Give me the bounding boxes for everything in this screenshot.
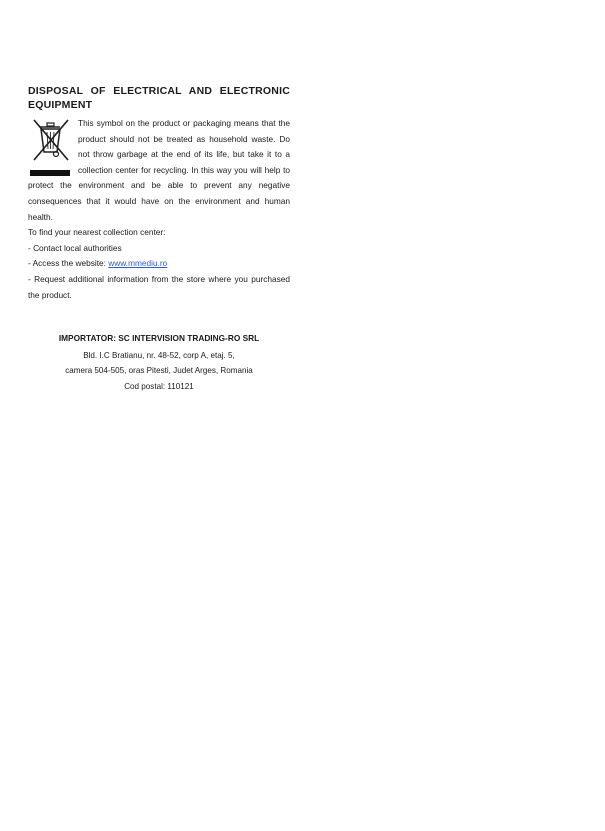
website-prefix: - Access the website:: [28, 258, 109, 269]
importer-address-line2: camera 504-505, oras Pitesti, Judet Arges, Romania: [65, 366, 253, 376]
disposal-intro-block: [28, 116, 290, 225]
disposal-section: [28, 84, 290, 303]
list-item-contact: - Contact local authorities: [28, 242, 122, 253]
list-item-request: - Request additional information from the store where you purchased the product.: [28, 273, 290, 300]
importer-postal-code: Cod postal: 110121: [124, 381, 194, 391]
importer-name: IMPORTATOR: SC INTERVISION TRADING-RO SRL: [58, 333, 260, 343]
list-item-website: [28, 256, 290, 272]
importer-section: [28, 331, 290, 394]
crossed-out-wheelie-bin-icon: [28, 116, 74, 178]
disposal-title-line1: DISPOSAL OF ELECTRICAL AND ELECTRONIC: [28, 85, 290, 97]
disposal-intro-text: This symbol on the product or packaging means that the product should not be treated as household waste. Do not throw garbage at the end of its life, but take it to a collection center for recycling. In this way you will help to protect the environment and be able to prevent any negative consequences that it would have on the environment and human health.: [28, 118, 290, 222]
disposal-title-line2: EQUIPMENT: [28, 99, 93, 111]
importer-address-line1: Bld. I.C Bratianu, nr. 48-52, corp A, etaj. 5,: [83, 351, 235, 360]
find-collection-label: To find your nearest collection center:: [28, 227, 166, 238]
website-link[interactable]: www.mmediu.ro: [108, 258, 168, 269]
